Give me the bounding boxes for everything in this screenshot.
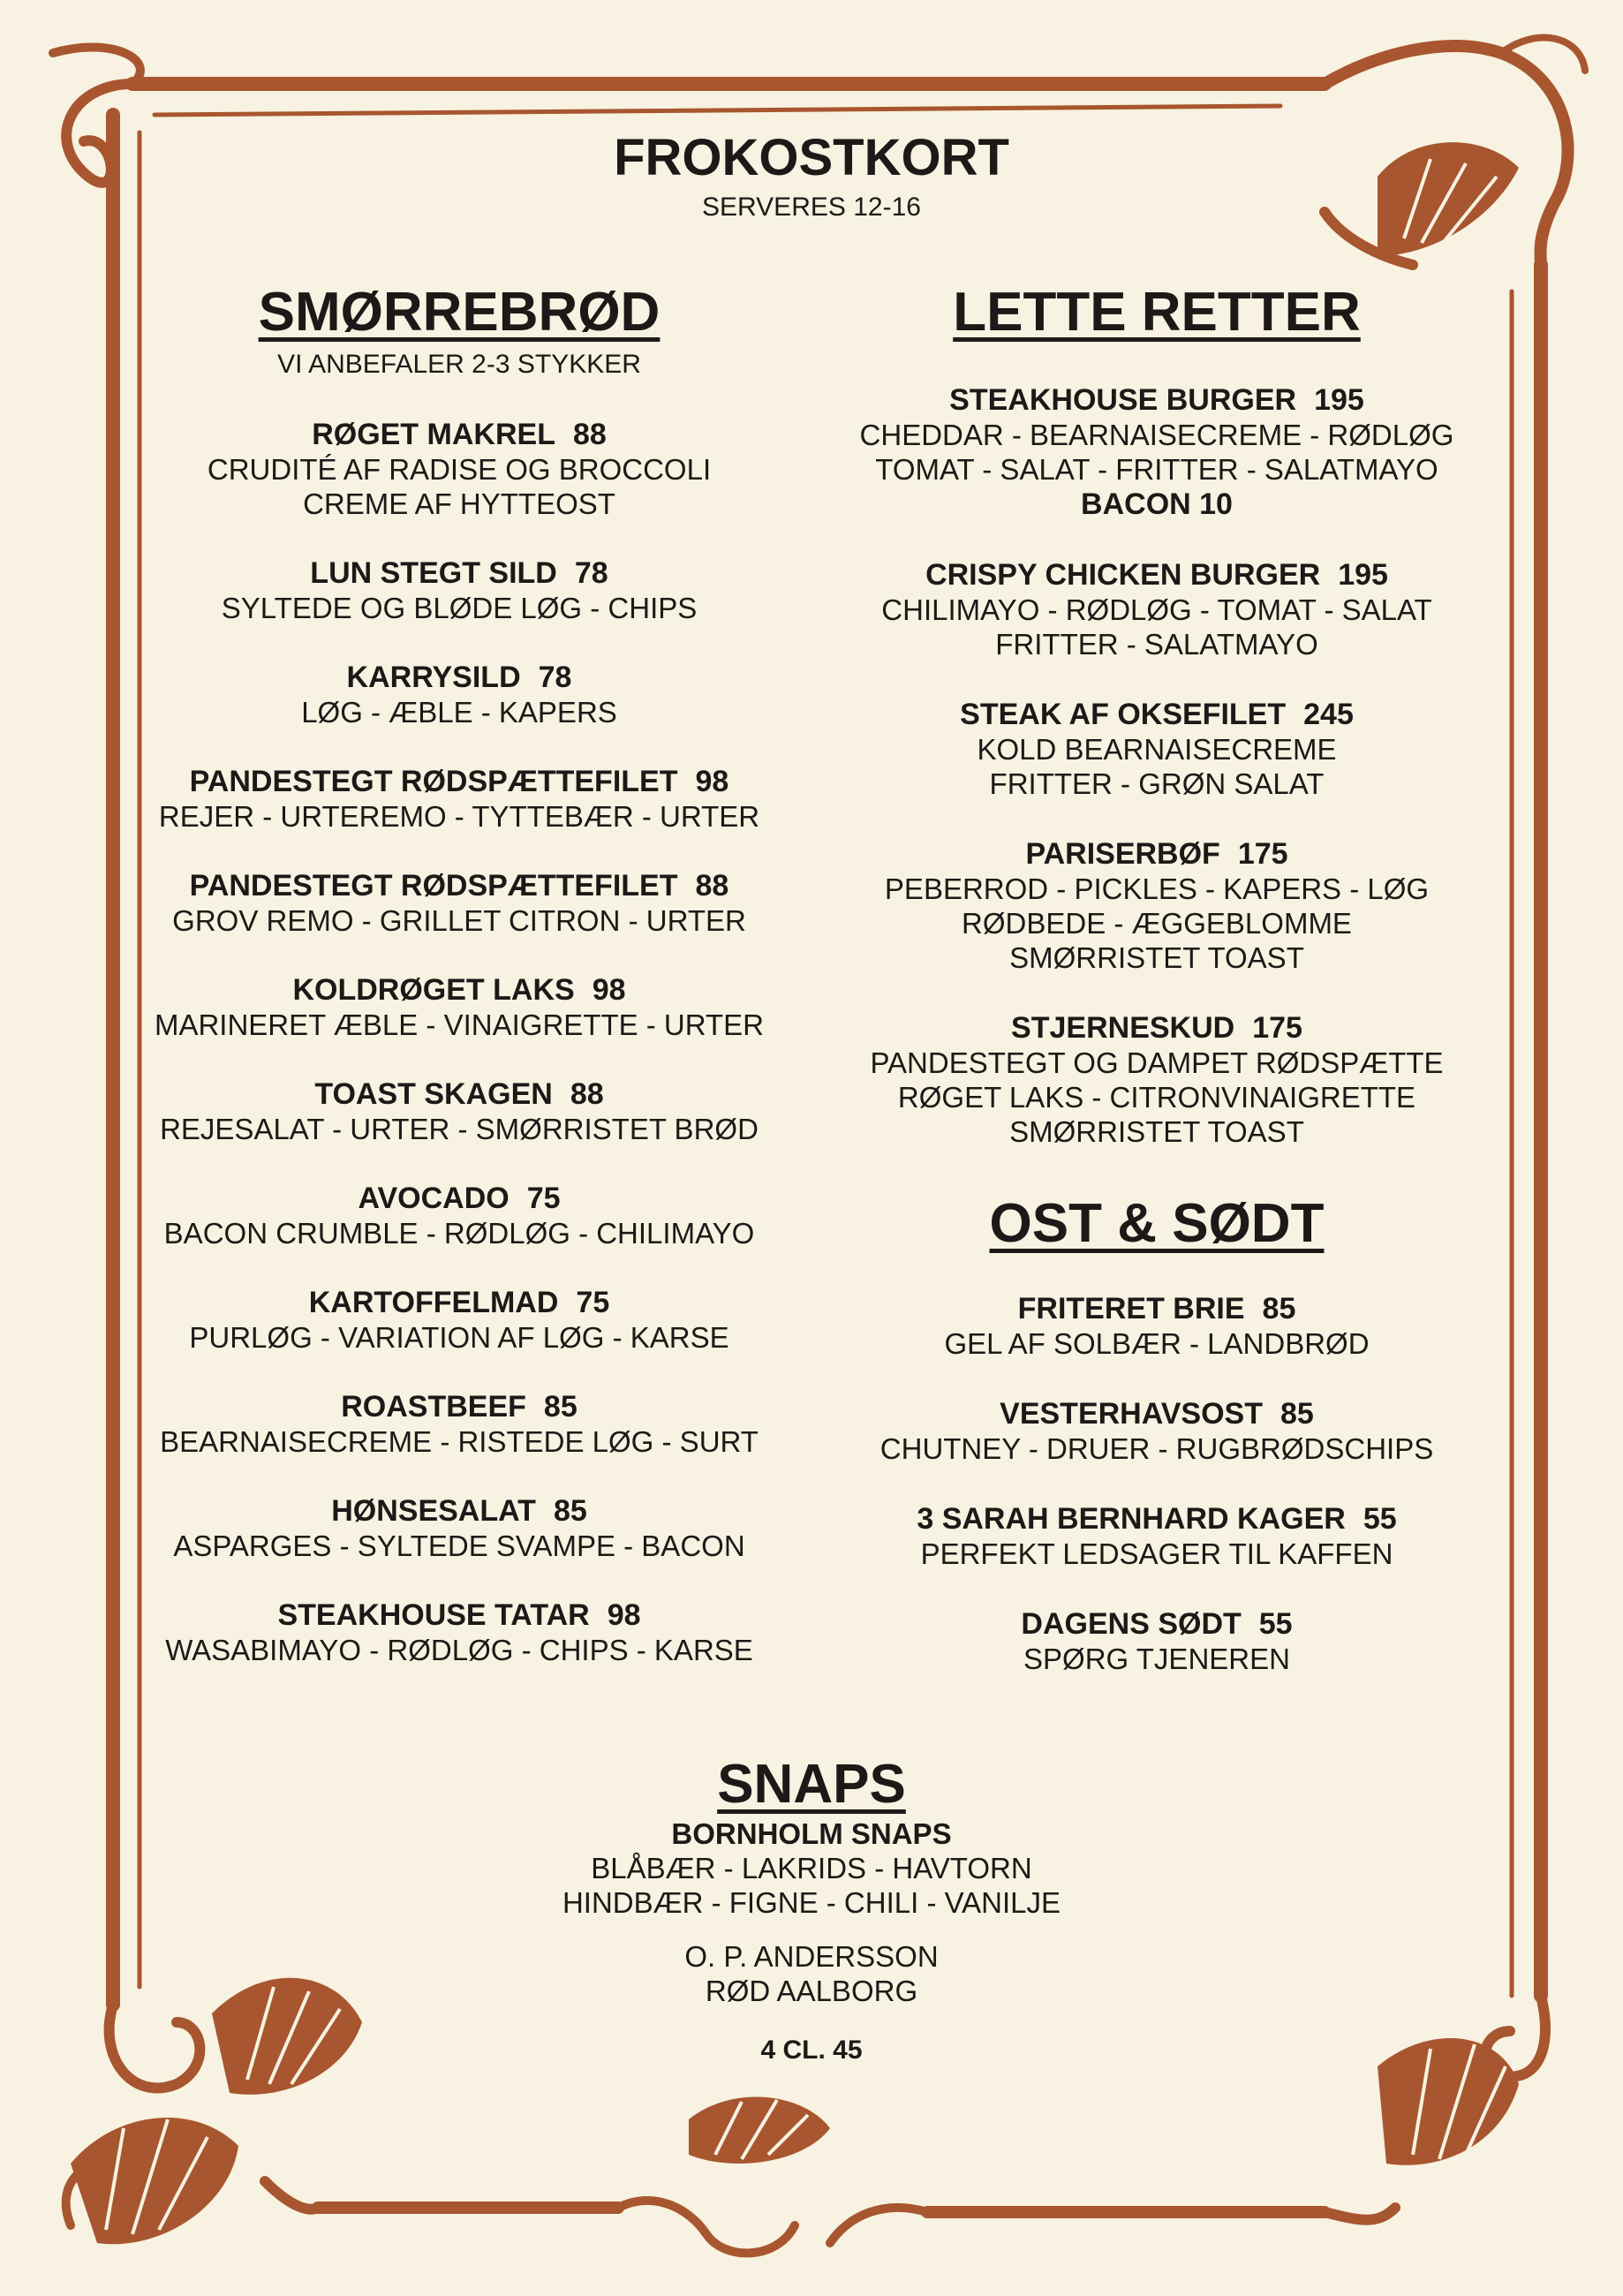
menu-item bbox=[141, 1181, 777, 1250]
menu-title: FROKOSTKORT bbox=[614, 129, 1009, 186]
menu-item-description: KOLD BEARNAISECREME bbox=[977, 733, 1337, 766]
menu-item-description: SPØRG TJENEREN bbox=[1023, 1643, 1290, 1675]
menu-item-name: STEAKHOUSE TATAR bbox=[277, 1598, 590, 1632]
menu-item-heading bbox=[839, 1291, 1475, 1326]
snaps-flavors-1: BLÅBÆR - LAKRIDS - HAVTORN bbox=[591, 1852, 1032, 1884]
menu-item-description: MARINERET ÆBLE - VINAIGRETTE - URTER bbox=[154, 1008, 765, 1041]
menu-item-name: ROASTBEEF bbox=[341, 1390, 526, 1424]
menu-item-description: CRUDITÉ AF RADISE OG BROCCOLI bbox=[207, 453, 712, 486]
menu-item-description: REJER - URTEREMO - TYTTEBÆR - URTER bbox=[158, 800, 760, 833]
menu-item-heading bbox=[839, 557, 1475, 593]
menu-item-description: CREME AF HYTTEOST bbox=[303, 487, 615, 520]
menu-item-name: LUN STEGT SILD bbox=[310, 556, 557, 590]
menu-item-description: LØG - ÆBLE - KAPERS bbox=[301, 696, 617, 729]
menu-item-price: 85 bbox=[1280, 1397, 1314, 1431]
menu-item bbox=[141, 660, 777, 729]
menu-item-name: TOAST SKAGEN bbox=[314, 1077, 553, 1111]
snaps-price: 4 CL. 45 bbox=[760, 2035, 863, 2065]
menu-item-description: SYLTEDE OG BLØDE LØG - CHIPS bbox=[221, 592, 698, 624]
section-title-snaps: SNAPS bbox=[717, 1754, 906, 1815]
menu-item-heading bbox=[141, 1181, 777, 1216]
menu-item-price: 175 bbox=[1237, 837, 1288, 871]
menu-item-heading bbox=[839, 382, 1475, 418]
menu-item-description: PERFEKT LEDSAGER TIL KAFFEN bbox=[920, 1537, 1393, 1570]
menu-item-description: GEL AF SOLBÆR - LANDBRØD bbox=[944, 1327, 1370, 1360]
menu-item bbox=[141, 972, 777, 1042]
menu-item bbox=[141, 868, 777, 938]
menu-item bbox=[839, 557, 1475, 661]
menu-item bbox=[141, 1076, 777, 1146]
menu-item-heading bbox=[839, 697, 1475, 732]
menu-item-description: PURLØG - VARIATION AF LØG - KARSE bbox=[189, 1321, 729, 1354]
menu-item-extra: BACON 10 bbox=[1081, 487, 1233, 521]
menu-item bbox=[839, 1010, 1475, 1149]
menu-item-description: PANDESTEGT OG DAMPET RØDSPÆTTE bbox=[870, 1046, 1444, 1079]
menu-item-name: VESTERHAVSOST bbox=[1000, 1397, 1264, 1431]
menu-item-price: 98 bbox=[695, 765, 729, 798]
menu-item-name: PARISERBØF bbox=[1025, 837, 1220, 871]
menu-item bbox=[839, 1606, 1475, 1676]
menu-item-name: CRISPY CHICKEN BURGER bbox=[925, 558, 1321, 592]
menu-item-heading bbox=[141, 764, 777, 799]
ost-sodt-list bbox=[839, 1291, 1475, 1711]
menu-item-description: CHUTNEY - DRUER - RUGBRØDSCHIPS bbox=[879, 1432, 1434, 1465]
menu-item bbox=[839, 1396, 1475, 1466]
lette-retter-list bbox=[839, 382, 1475, 1184]
menu-item-price: 85 bbox=[553, 1494, 587, 1528]
menu-item-price: 75 bbox=[576, 1286, 610, 1319]
menu-item-heading bbox=[839, 1606, 1475, 1642]
menu-item bbox=[141, 1493, 777, 1563]
section-note: VI ANBEFALER 2-3 STYKKER bbox=[277, 350, 641, 379]
menu-item-heading bbox=[141, 972, 777, 1008]
menu-item-heading bbox=[141, 1389, 777, 1424]
menu-item-price: 85 bbox=[543, 1390, 577, 1424]
menu-item-heading bbox=[141, 1597, 777, 1633]
menu-item-heading bbox=[839, 1396, 1475, 1431]
menu-item-price: 88 bbox=[570, 1077, 604, 1111]
menu-item-name: KARRYSILD bbox=[346, 661, 521, 694]
menu-item-name: KOLDRØGET LAKS bbox=[292, 973, 575, 1007]
menu-item-description: CHEDDAR - BEARNAISECREME - RØDLØG bbox=[859, 419, 1454, 451]
menu-item bbox=[141, 1597, 777, 1667]
menu-item-description: REJESALAT - URTER - SMØRRISTET BRØD bbox=[160, 1113, 759, 1145]
menu-item bbox=[141, 555, 777, 625]
snaps-name: BORNHOLM SNAPS bbox=[671, 1817, 952, 1850]
section-title-smorrebrod: SMØRREBRØD bbox=[258, 282, 661, 343]
menu-item-price: 88 bbox=[572, 418, 607, 451]
menu-item-description: SMØRRISTET TOAST bbox=[1009, 941, 1304, 974]
menu-item-name: 3 SARAH BERNHARD KAGER bbox=[917, 1502, 1346, 1536]
menu-item-name: DAGENS SØDT bbox=[1021, 1607, 1242, 1641]
menu-item bbox=[839, 1501, 1475, 1571]
menu-item-name: AVOCADO bbox=[358, 1182, 510, 1215]
menu-item-name: STEAK AF OKSEFILET bbox=[960, 698, 1287, 731]
menu-item-description: CHILIMAYO - RØDLØG - TOMAT - SALAT bbox=[881, 593, 1432, 626]
menu-item-description: BACON CRUMBLE - RØDLØG - CHILIMAYO bbox=[163, 1217, 755, 1250]
snaps-variety: RØD AALBORG bbox=[705, 1975, 918, 2007]
menu-item-heading bbox=[141, 1076, 777, 1112]
menu-item-name: FRITERET BRIE bbox=[1017, 1292, 1245, 1325]
menu-item-price: 175 bbox=[1252, 1011, 1302, 1045]
menu-item-heading bbox=[839, 1501, 1475, 1537]
menu-item-description: FRITTER - SALATMAYO bbox=[995, 628, 1318, 661]
menu-item-description: BEARNAISECREME - RISTEDE LØG - SURT bbox=[160, 1425, 759, 1458]
menu-item-price: 78 bbox=[574, 556, 608, 590]
menu-subtitle: SERVERES 12-16 bbox=[702, 193, 921, 222]
menu-item-description: RØDBEDE - ÆGGEBLOMME bbox=[962, 907, 1352, 940]
snaps-flavors-2: HINDBÆR - FIGNE - CHILI - VANILJE bbox=[562, 1886, 1061, 1919]
menu-item-price: 98 bbox=[607, 1598, 641, 1632]
menu-item-name: RØGET MAKREL bbox=[312, 418, 555, 451]
menu-item-price: 78 bbox=[538, 661, 572, 694]
menu-item-heading bbox=[141, 1285, 777, 1320]
menu-item-heading bbox=[839, 836, 1475, 872]
menu-item-price: 195 bbox=[1314, 383, 1364, 417]
menu-item-name: PANDESTEGT RØDSPÆTTEFILET bbox=[189, 765, 678, 798]
menu-item bbox=[141, 1285, 777, 1355]
menu-item bbox=[839, 1291, 1475, 1361]
smorrebrod-list bbox=[141, 417, 777, 1702]
menu-item-description: FRITTER - GRØN SALAT bbox=[989, 767, 1325, 800]
menu-item-description: PEBERROD - PICKLES - KAPERS - LØG bbox=[884, 872, 1430, 905]
menu-item-price: 88 bbox=[695, 869, 729, 903]
section-title-ost-sodt: OST & SØDT bbox=[989, 1193, 1325, 1254]
menu-item-name: STEAKHOUSE BURGER bbox=[949, 383, 1297, 417]
menu-item-price: 98 bbox=[592, 973, 626, 1007]
menu-item-name: STJERNESKUD bbox=[1011, 1011, 1235, 1045]
menu-item bbox=[141, 1389, 777, 1459]
menu-item-heading bbox=[141, 417, 777, 452]
menu-item-heading bbox=[141, 660, 777, 695]
menu-item-description: RØGET LAKS - CITRONVINAIGRETTE bbox=[897, 1081, 1416, 1114]
menu-item-name: KARTOFFELMAD bbox=[308, 1286, 559, 1319]
menu-item bbox=[839, 697, 1475, 801]
menu-item-heading bbox=[141, 555, 777, 591]
menu-item bbox=[141, 764, 777, 834]
menu-item-description: SMØRRISTET TOAST bbox=[1009, 1115, 1304, 1148]
menu-item bbox=[141, 417, 777, 521]
menu-item-price: 75 bbox=[526, 1182, 561, 1215]
menu-item-heading bbox=[141, 1493, 777, 1529]
menu-item-price: 195 bbox=[1338, 558, 1388, 592]
menu-item bbox=[839, 382, 1475, 522]
menu-item-heading bbox=[141, 868, 777, 903]
menu-item-name: HØNSESALAT bbox=[331, 1494, 536, 1528]
menu-item-name: PANDESTEGT RØDSPÆTTEFILET bbox=[189, 869, 678, 903]
menu-item-price: 55 bbox=[1258, 1607, 1293, 1641]
section-title-lette-retter: LETTE RETTER bbox=[953, 282, 1361, 343]
menu-item-price: 245 bbox=[1303, 698, 1354, 731]
menu-item-heading bbox=[839, 1010, 1475, 1046]
menu-item-price: 55 bbox=[1363, 1502, 1397, 1536]
menu-item-price: 85 bbox=[1262, 1292, 1296, 1325]
menu-item bbox=[839, 836, 1475, 975]
menu-item-description: WASABIMAYO - RØDLØG - CHIPS - KARSE bbox=[165, 1634, 753, 1666]
menu-item-description: TOMAT - SALAT - FRITTER - SALATMAYO bbox=[875, 453, 1438, 486]
menu-item-description: ASPARGES - SYLTEDE SVAMPE - BACON bbox=[173, 1529, 745, 1562]
menu-item-description: GROV REMO - GRILLET CITRON - URTER bbox=[172, 904, 746, 937]
snaps-brand: O. P. ANDERSSON bbox=[684, 1940, 939, 1973]
